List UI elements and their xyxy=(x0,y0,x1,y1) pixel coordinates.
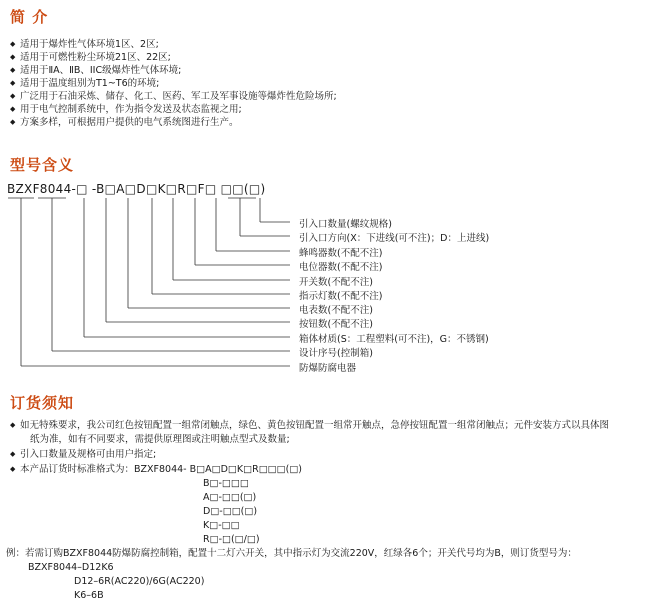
legend-item: 引入口方向(X：下进线(可不注)；D：上进线) xyxy=(299,233,490,244)
legend-item: 蜂鸣器数(不配不注) xyxy=(299,248,383,259)
legend-item: 电表数(不配不注) xyxy=(299,305,373,316)
example-line: BZXF8044–D12K6 xyxy=(28,562,114,573)
legend-item: 电位器数(不配不注) xyxy=(299,262,383,273)
legend-item: 引入口数量(螺纹规格) xyxy=(299,219,392,230)
example-line: D12–6R(AC220)/6G(AC220) xyxy=(74,576,205,587)
list-item: ◆ 适用于温度组别为T1~T6的环境; xyxy=(10,78,160,89)
legend-item: 防爆防腐电器 xyxy=(299,363,357,374)
list-item: ◆ 适用于可燃性粉尘环境21区、22区; xyxy=(10,52,171,63)
list-item: ◆ 引入口数量及规格可由用户指定; xyxy=(10,449,157,460)
model-code: BZXF8044-□ -B□A□D□K□R□F□ □□(□) xyxy=(7,182,266,196)
order-title: 订货须知 xyxy=(10,394,75,412)
diamond-bullet-icon: ◆ xyxy=(10,79,16,87)
legend-item: 箱体材质(S：工程塑料(可不注)，G：不锈钢) xyxy=(299,334,489,345)
format-line: R□-□(□/□) xyxy=(203,534,260,545)
diamond-bullet-icon: ◆ xyxy=(10,66,16,74)
diamond-bullet-icon: ◆ xyxy=(10,118,16,126)
diamond-bullet-icon: ◆ xyxy=(10,92,16,100)
format-line: K□-□□ xyxy=(203,520,240,531)
format-line: B□-□□□ xyxy=(203,478,249,489)
legend-item: 指示灯数(不配不注) xyxy=(299,291,383,302)
list-item: ◆ 广泛用于石油采炼、储存、化工、医药、军工及军事设施等爆炸性危险场所; xyxy=(10,91,337,102)
legend-item: 设计序号(控制箱) xyxy=(299,348,373,359)
list-item: ◆ 适用于ⅡA、ⅡB、IIC级爆炸性气体环境; xyxy=(10,65,182,76)
list-item: ◆ 用于电气控制系统中，作为指令发送及状态监视之用; xyxy=(10,104,242,115)
format-line: A□-□□(□) xyxy=(203,492,257,503)
diamond-bullet-icon: ◆ xyxy=(10,421,16,429)
diamond-bullet-icon: ◆ xyxy=(10,105,16,113)
format-line: D□-□□(□) xyxy=(203,506,258,517)
order-notes xyxy=(6,418,655,603)
list-item: ◆ 如无特殊要求，我公司红色按钮配置一组常闭触点，绿色、黄色按钮配置一组常开触点，急停按钮配置一组常闭触点；元件安装方式以具体图 xyxy=(10,420,610,431)
list-item: ◆ 本产品订货时标准格式为：BZXF8044- B□A□D□K□R□□□(□) xyxy=(10,464,303,475)
diamond-bullet-icon: ◆ xyxy=(10,450,16,458)
diamond-bullet-icon: ◆ xyxy=(10,465,16,473)
example-line: K6–6B xyxy=(74,590,104,601)
legend-item: 按钮数(不配不注) xyxy=(299,319,373,330)
diamond-bullet-icon: ◆ xyxy=(10,53,16,61)
model-title: 型号含义 xyxy=(10,156,75,174)
legend-item: 开关数(不配不注) xyxy=(299,277,373,288)
intro-title: 简 介 xyxy=(10,8,49,26)
list-item-continued: 纸为准，如有不同要求，需提供原理图或注明触点型式及数量; xyxy=(30,434,290,445)
example-text: 例：若需订购BZXF8044防爆防腐控制箱，配置十二灯六开关，其中指示灯为交流220V，红绿各6个；开关代号均为B，则订货型号为： xyxy=(6,548,577,559)
diamond-bullet-icon: ◆ xyxy=(10,40,16,48)
list-item: ◆ 方案多样，可根据用户提供的电气系统图进行生产。 xyxy=(10,117,239,128)
list-item: ◆ 适用于爆炸性气体环境1区、2区; xyxy=(10,39,159,50)
